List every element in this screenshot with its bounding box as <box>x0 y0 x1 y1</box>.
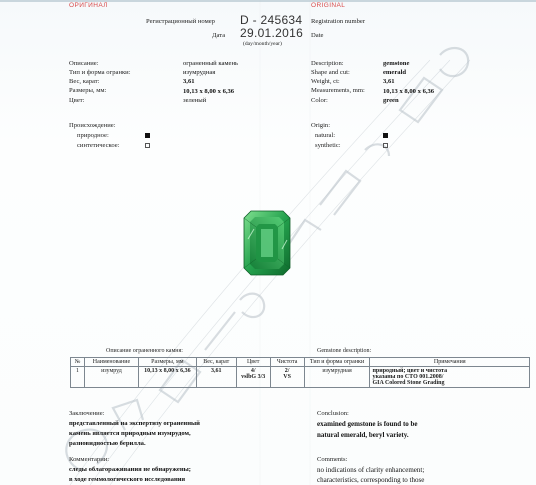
shape-label-en: Shape and cut: <box>311 69 350 76</box>
conclusion-text-ru-3: разновидностью берилла. <box>69 440 146 447</box>
th-name: Наименование <box>84 358 138 367</box>
original-label-ru: ОРИГИНАЛ <box>69 2 108 9</box>
reg-number-label-en: Registration number <box>311 18 366 25</box>
th-cut: Тип и форма огранки <box>304 358 370 367</box>
th-num: № <box>71 358 85 367</box>
reg-number-label-ru: Регистрационный номер <box>146 18 215 25</box>
measure-label-ru: Размеры, мм: <box>69 87 107 94</box>
natural-check-en <box>383 133 388 138</box>
comments-text-ru-1: следы облагораживания не обнаружены; <box>69 466 191 473</box>
weight-label-ru: Вес, карат: <box>69 78 100 85</box>
date-value: 29.01.2016 <box>240 26 304 40</box>
cell-num: 1 <box>71 367 85 388</box>
color-label-en: Color: <box>311 97 328 104</box>
conclusion-text-en-1: examined gemstone is found to be <box>317 420 418 428</box>
comments-label-en: Comments: <box>317 456 348 463</box>
origin-label-en: Origin: <box>311 122 331 129</box>
th-notes: Примечания <box>370 358 530 367</box>
shape-label-ru: Тип и форма огранки: <box>69 69 131 76</box>
cell-notes-line3: GIA Colored Stone Grading <box>372 380 445 386</box>
color-value-ru: зеленый <box>183 97 207 104</box>
measure-value-ru: 10,13 x 8,00 x 6,36 <box>183 88 235 95</box>
date-label-ru: Дата <box>212 32 226 39</box>
cell-notes <box>370 367 530 388</box>
weight-value-en: 3,61 <box>383 78 395 85</box>
conclusion-text-ru-1: представленный на экспертизу ограненный <box>69 420 200 427</box>
date-format: (day/month/year) <box>243 41 282 47</box>
synthetic-check-en <box>383 143 388 148</box>
description-value-en: gemstone <box>383 60 410 67</box>
comments-text-ru-2: в ходе геммологического исследования <box>69 476 186 483</box>
th-size: Размеры, мм <box>138 358 196 367</box>
cell-clarity-line1: 2/ <box>284 368 290 374</box>
emerald-gemstone-image <box>242 209 292 277</box>
cell-color-line1: 4/ <box>250 368 256 374</box>
measure-value-en: 10,13 x 8,00 x 6,36 <box>383 88 435 95</box>
conclusion-label-en: Conclusion: <box>317 410 349 417</box>
measure-label-en: Measurements, mm: <box>311 87 365 94</box>
date-label-en: Date <box>311 32 324 39</box>
natural-label-en: natural: <box>315 132 336 139</box>
cell-clarity <box>270 367 304 388</box>
cell-name: изумруд <box>84 367 138 388</box>
color-label-ru: Цвет: <box>69 97 85 104</box>
natural-label-ru: природное: <box>77 132 109 139</box>
description-value-ru: ограненный камень <box>183 60 239 67</box>
cell-color-line2: vslbG 3/3 <box>241 374 266 380</box>
table-caption-en: Gemstone description: <box>317 348 372 354</box>
cell-cut: изумрудная <box>304 367 370 388</box>
gemstone-table <box>70 357 530 388</box>
conclusion-label-ru: Заключение: <box>69 410 105 417</box>
table-row <box>71 367 530 388</box>
synthetic-label-en: synthetic: <box>315 142 341 149</box>
cell-color <box>236 367 270 388</box>
origin-label-ru: Происхождение: <box>69 122 116 129</box>
natural-check-ru <box>145 133 150 138</box>
reg-number: D - 245634 <box>240 13 303 27</box>
comments-text-en-2: characteristics, corresponding to those <box>317 476 425 484</box>
synthetic-label-ru: синтетическое: <box>77 142 120 149</box>
shape-value-en: emerald <box>383 69 407 76</box>
comments-text-en-1: no indications of clarity enhancement; <box>317 466 425 474</box>
table-caption-ru: Описание ограненного камня: <box>106 348 183 354</box>
cell-notes-line1: природный; цвет и чистота <box>372 368 448 374</box>
weight-label-en: Weight, ct: <box>311 78 340 85</box>
description-label-en: Description: <box>311 60 344 67</box>
cell-weight: 3,61 <box>196 367 236 388</box>
conclusion-text-en-2: natural emerald, beryl variety. <box>317 431 409 439</box>
description-label-ru: Описание: <box>69 60 99 67</box>
table-header-row <box>71 358 530 367</box>
color-value-en: green <box>383 97 399 104</box>
comments-label-ru: Комментарии: <box>69 456 110 463</box>
original-label-en: ORIGINAL <box>311 2 346 9</box>
conclusion-text-ru-2: камень является природным изумрудом, <box>69 430 191 437</box>
weight-value-ru: 3,61 <box>183 78 195 85</box>
synthetic-check-ru <box>145 143 150 148</box>
cell-notes-line2: указаны по СТО 001.2008/ <box>372 374 444 380</box>
th-color: Цвет <box>236 358 270 367</box>
th-clarity: Чистота <box>270 358 304 367</box>
cell-size: 10,13 x 8,00 x 6,36 <box>138 367 196 388</box>
th-weight: Вес, карат <box>196 358 236 367</box>
shape-value-ru: изумрудная <box>183 69 216 76</box>
cell-clarity-line2: VS <box>283 374 291 380</box>
